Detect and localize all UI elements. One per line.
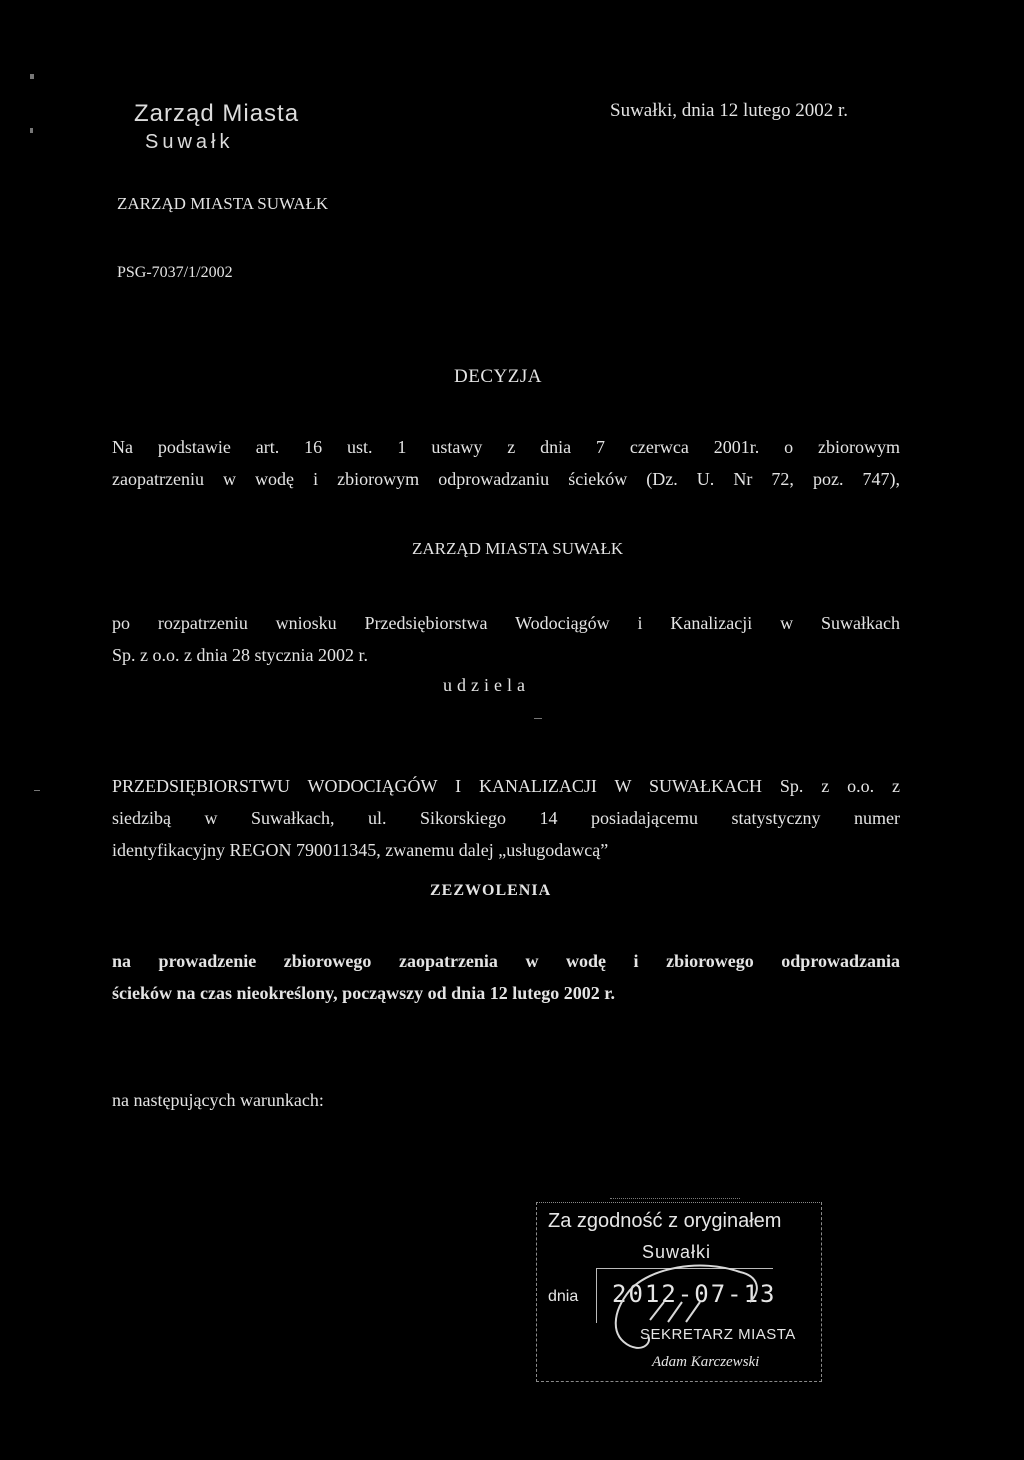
scan-mark	[30, 74, 34, 79]
consideration-line-1: po rozpatrzeniu wniosku Przedsiębiorstwa Wodociągów i Kanalizacji w Suwałkach	[112, 613, 900, 633]
stamp-date: 2012-07-13	[612, 1280, 777, 1308]
legal-basis-paragraph	[112, 431, 900, 495]
case-number: PSG-7037/1/2002	[117, 264, 233, 281]
scope-line-2: ścieków na czas nieokreślony, począwszy od dnia 12 lutego 2002 r.	[112, 983, 616, 1003]
document-title: DECYZJA	[454, 366, 542, 387]
permit-title: ZEZWOLENIA	[430, 882, 552, 899]
stamp-date-label: dnia	[548, 1288, 579, 1305]
scan-mark	[534, 718, 542, 719]
letterhead-line-2: Suwałk	[145, 131, 234, 153]
recipient-line-1: PRZEDSIĘBIORSTWU WODOCIĄGÓW I KANALIZACJI W SUWAŁKACH Sp. z o.o. z	[112, 776, 900, 796]
consideration-paragraph	[112, 607, 900, 671]
letterhead-line-1: Zarząd Miasta	[134, 100, 300, 127]
legal-basis-line-2: zaopatrzeniu w wodę i zbiorowym odprowadzaniu ścieków (Dz. U. Nr 72, poz. 747),	[112, 469, 900, 489]
stamp-top-rule	[610, 1198, 740, 1199]
recipient-line-2: siedzibą w Suwałkach, ul. Sikorskiego 14 posiadającemu statystyczny numer	[112, 808, 900, 828]
stamp-signatory-name: Adam Karczewski	[652, 1354, 760, 1370]
authority-heading: ZARZĄD MIASTA SUWAŁK	[412, 539, 624, 558]
stamp-certification-text: Za zgodność z oryginałem	[548, 1210, 782, 1232]
scope-paragraph	[112, 945, 900, 1009]
place-and-date: Suwałki, dnia 12 lutego 2002 r.	[610, 100, 849, 121]
stamp-city: Suwałki	[642, 1242, 712, 1262]
recipient-line-3: identyfikacyjny REGON 790011345, zwanemu dalej „usługodawcą”	[112, 840, 609, 860]
recipient-paragraph	[112, 770, 900, 866]
legal-basis-line-1: Na podstawie art. 16 ust. 1 ustawy z dnia 7 czerwca 2001r. o zbiorowym	[112, 437, 900, 457]
stamp-role: SEKRETARZ MIASTA	[640, 1326, 796, 1343]
conditions-intro: na następujących warunkach:	[112, 1090, 324, 1110]
scope-line-1: na prowadzenie zbiorowego zaopatrzenia w wodę i zbiorowego odprowadzania	[112, 951, 900, 971]
consideration-line-2: Sp. z o.o. z dnia 28 stycznia 2002 r.	[112, 645, 368, 665]
handwritten-signature	[590, 1250, 790, 1360]
issuing-authority: ZARZĄD MIASTA SUWAŁK	[117, 194, 329, 213]
scan-mark	[34, 790, 40, 791]
scan-mark	[30, 128, 33, 133]
grants-word: udziela	[443, 675, 530, 695]
